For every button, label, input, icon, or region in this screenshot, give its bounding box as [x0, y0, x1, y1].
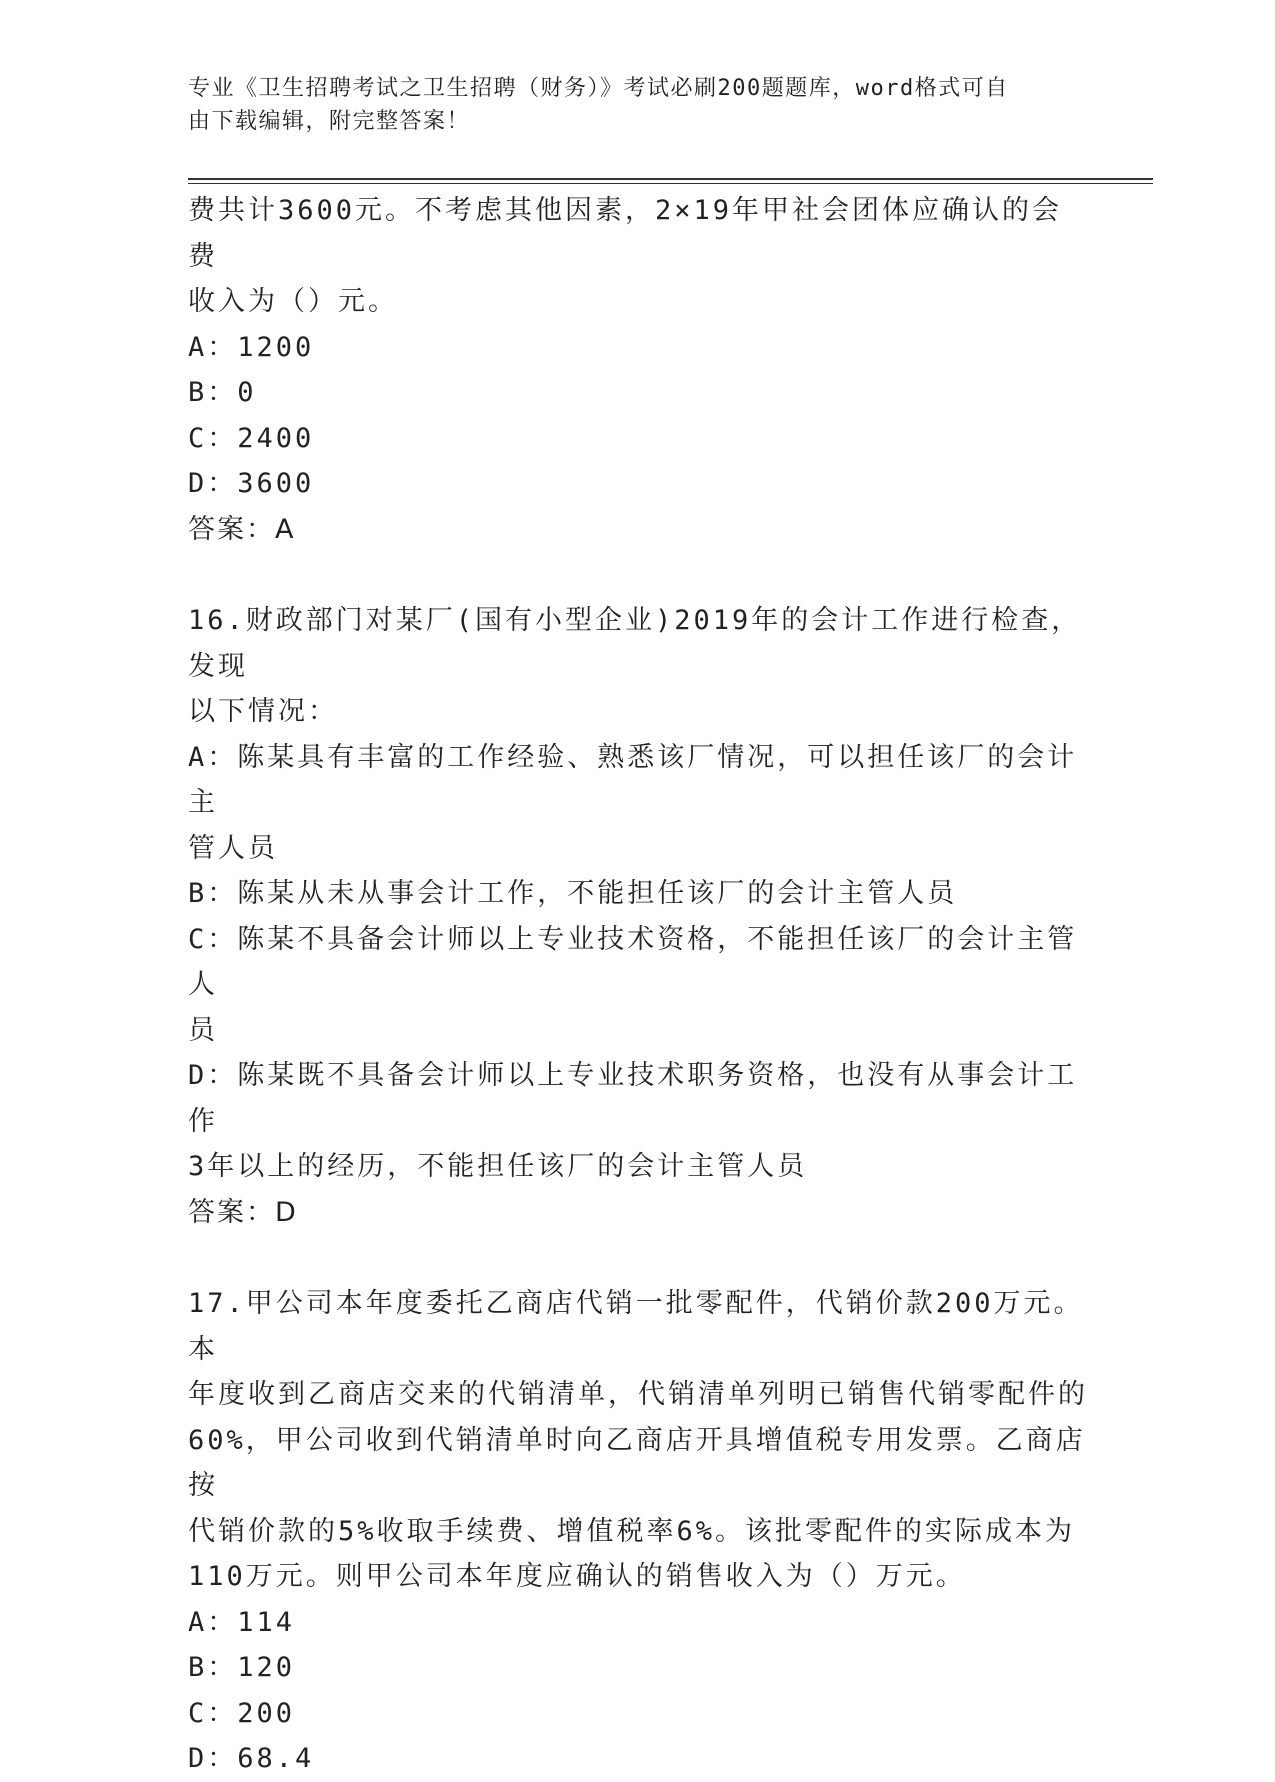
question-stem-line: 收入为（）元。: [188, 286, 398, 317]
option-c: C：200: [188, 1697, 296, 1729]
question-stem-line: 16.财政部门对某厂(国有小型企业)2019年的会计工作进行检查，发现: [188, 605, 1082, 682]
question-stem-line: 年度收到乙商店交来的代销清单，代销清单列明已销售代销零配件的: [188, 1379, 1088, 1410]
answer-line: 答案：A: [188, 513, 296, 545]
spacer: [188, 1235, 1088, 1281]
document-header: [188, 72, 1068, 138]
document-body: [188, 188, 1088, 1782]
answer-line: 答案：D: [188, 1196, 298, 1228]
option-d: D：68.4: [188, 1743, 315, 1774]
question-stem-line: 110万元。则甲公司本年度应确认的销售收入为（）万元。: [188, 1561, 966, 1592]
option-d-continued: 3年以上的经历，不能担任该厂的会计主管人员: [188, 1151, 808, 1182]
question-stem-line: 以下情况：: [188, 696, 338, 727]
header-divider-thin: [188, 183, 1153, 184]
option-b: B：120: [188, 1652, 296, 1683]
option-c-continued: 员: [188, 1014, 218, 1046]
question-17: [188, 1281, 1088, 1782]
option-d: D：陈某既不具备会计师以上专业技术职务资格，也没有从事会计工作: [188, 1060, 1078, 1137]
header-line-1: 专业《卫生招聘考试之卫生招聘（财务）》考试必刷200题题库，word格式可自: [188, 76, 1009, 101]
header-divider-thick: [188, 178, 1153, 180]
option-c: C：2400: [188, 422, 315, 454]
option-a: A：114: [188, 1606, 296, 1638]
question-stem-line: 17.甲公司本年度委托乙商店代销一批零配件，代销价款200万元。本: [188, 1288, 1084, 1365]
option-a: A：陈某具有丰富的工作经验、熟悉该厂情况，可以担任该厂的会计主: [188, 741, 1078, 818]
question-stem-line: 60%，甲公司收到代销清单时向乙商店开具增值税专用发票。乙商店按: [188, 1424, 1086, 1501]
spacer: [188, 552, 1088, 598]
option-c: C：陈某不具备会计师以上专业技术资格，不能担任该厂的会计主管人: [188, 923, 1078, 1000]
option-a-continued: 管人员: [188, 832, 278, 864]
option-a: A：1200: [188, 331, 315, 363]
option-b: B：陈某从未从事会计工作，不能担任该厂的会计主管人员: [188, 878, 958, 909]
question-16: [188, 598, 1088, 1235]
question-stem-line: 代销价款的5%收取手续费、增值税率6%。该批零配件的实际成本为: [188, 1515, 1076, 1547]
question-15: [188, 188, 1088, 552]
option-b: B：0: [188, 377, 257, 408]
question-stem-line: 费共计3600元。不考虑其他因素，2×19年甲社会团体应确认的会费: [188, 195, 1063, 272]
header-line-2: 由下载编辑，附完整答案！: [188, 109, 471, 134]
option-d: D：3600: [188, 468, 315, 499]
